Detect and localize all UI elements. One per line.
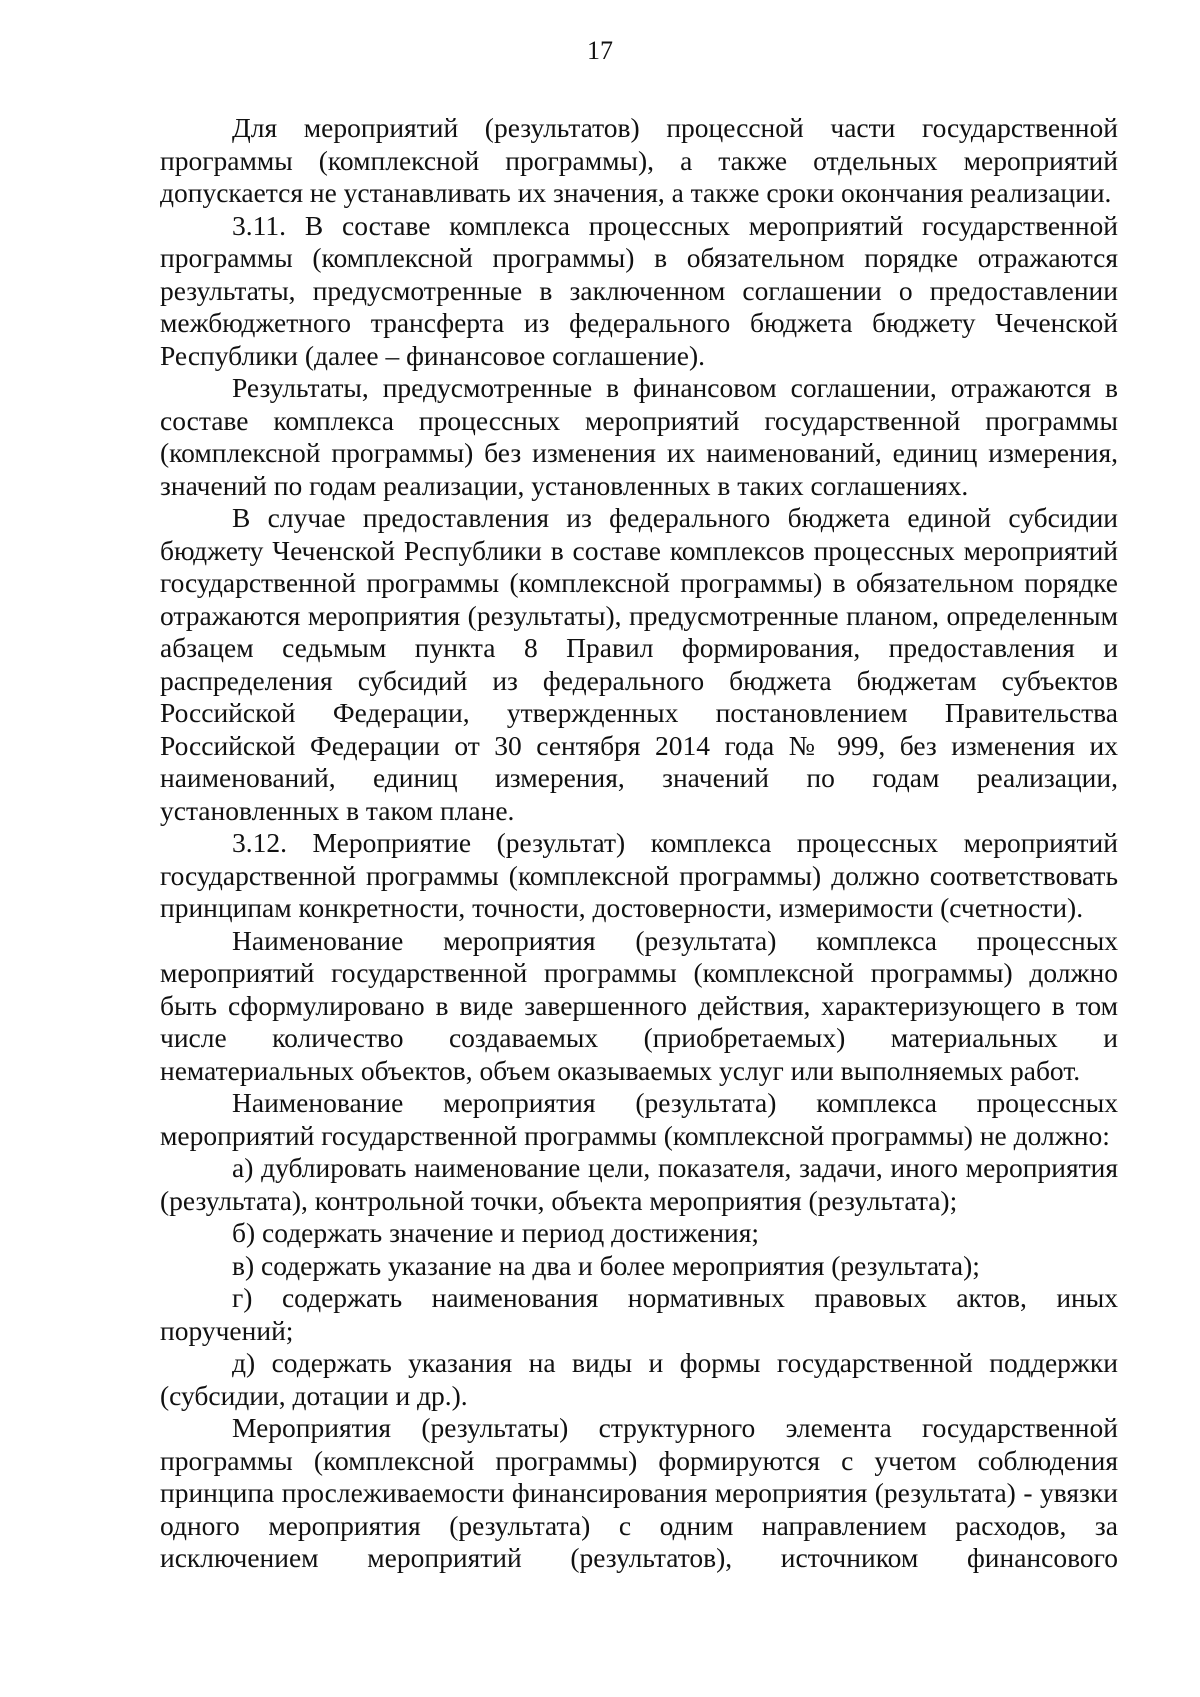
list-item-b: б) содержать значение и период достижения; <box>232 1217 760 1248</box>
paragraph-traceability-principle: Мероприятия (результаты) структурного элемента государственной программы (комплексной программы) формируются с учетом соблюдения принципа прослеживаемости финансирования мероприятия (результата) - увязки одного мероприятия (результата) с одним направлением расходов, за исключением мероприятий (результатов), источником финансового <box>160 1412 1118 1573</box>
list-item-g: г) содержать наименования нормативных правовых актов, иных поручений; <box>160 1282 1118 1346</box>
paragraph-section-3-11: 3.11. В составе комплекса процессных мероприятий государственной программы (комплексной программы) в обязательном порядке отражаются результаты, предусмотренные в заключенном соглашении о предоставлении межбюджетного трансферта из федерального бюджета бюджету Чеченской Республики (далее – финансовое соглашение). <box>160 209 1118 371</box>
paragraph-event-name-restrictions: Наименование мероприятия (результата) комплекса процессных мероприятий государственной программы (комплексной программы) не должно: <box>160 1087 1118 1151</box>
paragraph-single-subsidy: В случае предоставления из федерального бюджета единой субсидии бюджету Чеченской Республики в составе комплексов процессных мероприятий государственной программы (комплексной программы) в обязательном порядке отражаются мероприятия (результаты), предусмотренные планом, определенным абзацем седьмым пункта 8 Правил формирования, предоставления и распределения субсидий из федерального бюджета бюджетам субъектов Российской Федерации, утвержденных постановлением Правительства Российской Федерации от 30 сентября 2014 года № 999, без изменения их наименований, единиц измерения, значений по годам реализации, установленных в таком плане. <box>160 502 1118 826</box>
document-body <box>160 112 1118 1575</box>
list-item-d: д) содержать указания на виды и формы государственной поддержки (субсидии, дотации и др.). <box>160 1347 1118 1411</box>
paragraph-financial-agreement-results: Результаты, предусмотренные в финансовом соглашении, отражаются в составе комплекса процессных мероприятий государственной программы (комплексной программы) без изменения их наименований, единиц измерения, значений по годам реализации, установленных в таких соглашениях. <box>160 372 1118 501</box>
list-item-v: в) содержать указание на два и более мероприятия (результата); <box>232 1249 980 1281</box>
paragraph-section-3-12: 3.12. Мероприятие (результат) комплекса процессных мероприятий государственной программы (комплексной программы) должно соответствовать принципам конкретности, точности, достоверности, измеримости (счетности). <box>160 827 1118 923</box>
list-item-a: а) дублировать наименование цели, показателя, задачи, иного мероприятия (результата), контрольной точки, объекта мероприятия (результата); <box>160 1152 1118 1216</box>
paragraph-event-name-formulation: Наименование мероприятия (результата) комплекса процессных мероприятий государственной программы (комплексной программы) должно быть сформулировано в виде завершенного действия, характеризующего в том числе количество создаваемых (приобретаемых) материальных и нематериальных объектов, объем оказываемых услуг или выполняемых работ. <box>160 924 1118 1086</box>
page-number: 17 <box>587 36 613 65</box>
paragraph-process-part-events: Для мероприятий (результатов) процессной части государственной программы (комплексной программы), а также отдельных мероприятий допускается не устанавливать их значения, а также сроки окончания реализации. <box>160 112 1118 208</box>
